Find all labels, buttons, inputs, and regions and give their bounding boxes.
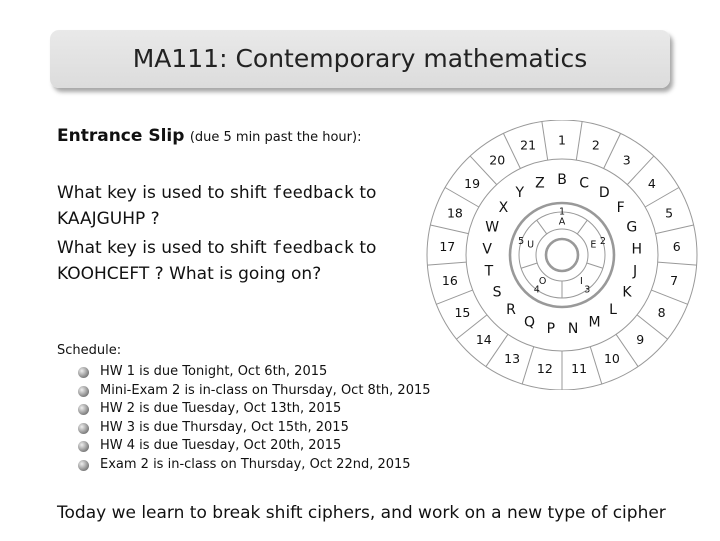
cipher-wheel-diagram xyxy=(420,120,710,390)
wheel-letter: G xyxy=(626,219,638,236)
schedule-list xyxy=(78,363,431,475)
wheel-letter: M xyxy=(588,314,601,331)
wheel-inner-divider xyxy=(537,220,547,234)
bullet-icon xyxy=(78,423,89,434)
wheel-divider xyxy=(503,133,520,168)
q2-target: KOOHCEFT xyxy=(57,264,150,284)
entrance-note: (due 5 min past the hour): xyxy=(189,130,362,145)
wheel-inner-divider xyxy=(577,220,587,234)
bullet-icon xyxy=(78,386,89,397)
wheel-letter: F xyxy=(616,200,625,217)
question-2-line-1 xyxy=(57,238,376,258)
slide-title: MA111: Contemporary mathematics xyxy=(132,44,588,73)
wheel-inner-number: 1 xyxy=(558,206,566,218)
wheel-number: 1 xyxy=(558,132,566,148)
entrance-slip xyxy=(57,126,361,146)
wheel-letter: N xyxy=(567,321,579,338)
wheel-number: 10 xyxy=(603,351,620,367)
schedule-item: HW 2 is due Tuesday, Oct 13th, 2015 xyxy=(78,400,431,419)
q2-word: feedback xyxy=(272,238,354,258)
question-1-line-1 xyxy=(57,183,376,203)
wheel-divider xyxy=(427,262,466,265)
wheel-divider xyxy=(576,122,582,161)
bullet-icon xyxy=(78,441,89,452)
bullet-icon xyxy=(78,460,89,471)
title-bar xyxy=(50,30,670,88)
wheel-number: 19 xyxy=(464,175,481,191)
wheel-number: 11 xyxy=(571,361,588,377)
wheel-number: 7 xyxy=(670,273,679,289)
wheel-letter: R xyxy=(506,301,516,318)
wheel-number: 21 xyxy=(520,137,537,153)
wheel-number: 20 xyxy=(489,152,506,168)
wheel-ring xyxy=(546,239,578,271)
wheel-letter: B xyxy=(557,172,567,188)
cipher-wheel xyxy=(427,120,697,390)
wheel-letter: L xyxy=(609,301,617,318)
wheel-number: 5 xyxy=(665,205,674,221)
wheel-divider xyxy=(542,122,548,161)
q1-target: KAAJGUHP xyxy=(57,209,146,229)
wheel-letter: V xyxy=(482,241,492,258)
schedule-item: Mini-Exam 2 is in-class on Thursday, Oct 8th, 2015 xyxy=(78,382,431,401)
wheel-number: 8 xyxy=(657,305,666,320)
wheel-divider xyxy=(658,262,697,265)
bullet-icon xyxy=(78,404,89,415)
q1-prefix: What key is used to shift xyxy=(57,183,273,203)
wheel-number: 14 xyxy=(475,331,492,347)
wheel-letter: T xyxy=(484,263,494,280)
wheel-number: 12 xyxy=(536,361,553,377)
wheel-letter: D xyxy=(598,185,610,202)
wheel-divider xyxy=(656,225,694,234)
wheel-number: 16 xyxy=(441,273,458,289)
wheel-vowel: O xyxy=(538,276,547,288)
wheel-ring xyxy=(536,229,588,281)
wheel-vowel: U xyxy=(527,239,535,251)
wheel-letter: H xyxy=(631,241,643,258)
wheel-number: 18 xyxy=(446,205,463,221)
wheel-inner-divider xyxy=(587,263,603,268)
wheel-letter: C xyxy=(579,175,589,192)
wheel-number: 9 xyxy=(636,331,645,347)
q2-suffix: to xyxy=(353,238,377,258)
footer-text: Today we learn to break shift ciphers, and work on a new type of cipher xyxy=(57,503,666,523)
wheel-divider xyxy=(590,347,601,384)
schedule-item: HW 3 is due Thursday, Oct 15th, 2015 xyxy=(78,419,431,438)
wheel-divider xyxy=(436,290,472,304)
wheel-inner-number: 4 xyxy=(533,284,540,296)
schedule-item: Exam 2 is in-class on Thursday, Oct 22nd, 2015 xyxy=(78,456,431,475)
wheel-number: 13 xyxy=(504,351,521,367)
q2-prefix: What key is used to shift xyxy=(57,238,273,258)
q1-word: feedback xyxy=(272,183,354,203)
q1-suffix: to xyxy=(353,183,377,203)
bullet-icon xyxy=(78,367,89,378)
wheel-letter: K xyxy=(622,284,632,301)
wheel-divider xyxy=(651,290,687,304)
wheel-vowel: A xyxy=(558,216,566,228)
wheel-letter: S xyxy=(492,284,502,301)
schedule-heading: Schedule: xyxy=(57,343,122,358)
wheel-number: 6 xyxy=(672,238,681,254)
wheel-number: 17 xyxy=(439,238,456,254)
wheel-inner-number: 5 xyxy=(518,236,525,248)
question-2-line-2 xyxy=(57,264,321,284)
schedule-item: HW 4 is due Tuesday, Oct 20th, 2015 xyxy=(78,437,431,456)
wheel-letter: P xyxy=(546,321,556,338)
wheel-divider xyxy=(430,225,468,234)
wheel-divider xyxy=(604,133,621,168)
wheel-divider xyxy=(522,347,533,384)
wheel-number: 15 xyxy=(454,305,471,320)
wheel-inner-divider xyxy=(521,263,537,268)
wheel-number: 3 xyxy=(622,152,631,168)
wheel-letter: Z xyxy=(535,175,545,192)
wheel-letter: Q xyxy=(523,314,535,331)
wheel-letter: J xyxy=(633,263,638,280)
wheel-vowel: E xyxy=(590,239,597,251)
wheel-letter: X xyxy=(498,200,509,217)
wheel-letter: Y xyxy=(515,185,525,202)
wheel-number: 2 xyxy=(591,137,600,153)
wheel-ring xyxy=(427,120,697,390)
q1-end: ? xyxy=(145,209,160,229)
wheel-inner-number: 2 xyxy=(599,236,606,248)
question-1-line-2 xyxy=(57,209,160,229)
entrance-label: Entrance Slip xyxy=(57,126,185,146)
wheel-vowel: I xyxy=(579,276,583,288)
wheel-number: 4 xyxy=(647,175,656,191)
q2-end: ? What is going on? xyxy=(149,264,322,284)
wheel-inner-number: 3 xyxy=(584,284,591,296)
schedule-item: HW 1 is due Tonight, Oct 6th, 2015 xyxy=(78,363,431,382)
wheel-letter: W xyxy=(485,219,500,236)
